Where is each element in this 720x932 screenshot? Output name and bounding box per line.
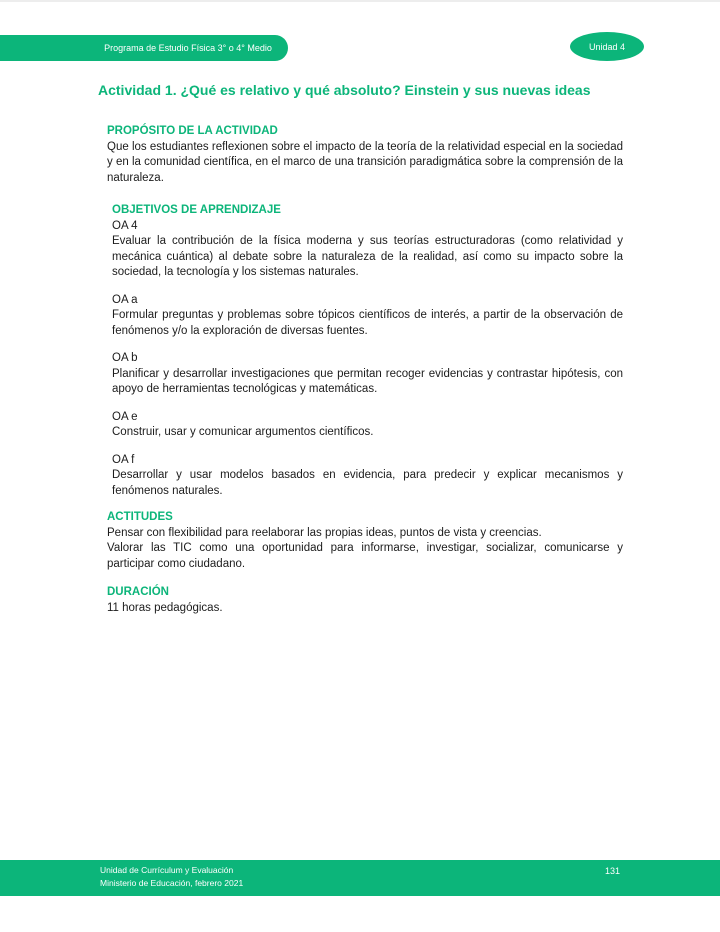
content-column xyxy=(107,124,623,616)
oa-label: OA b xyxy=(112,352,138,364)
section-proposito xyxy=(107,124,623,186)
oa-item xyxy=(112,453,623,500)
oa-text: Planificar y desarrollar investigaciones que permitan recoger evidencias y contrastar hipótesis, con apoyo de herramientas tecnológicas y matemáticas. xyxy=(112,367,623,395)
unit-badge xyxy=(570,32,644,61)
oa-item xyxy=(112,219,623,281)
oa-label: OA 4 xyxy=(112,219,138,232)
footer-institution: Unidad de Currículum y Evaluación xyxy=(100,865,234,875)
footer-bar xyxy=(0,860,720,896)
oa-item xyxy=(112,410,623,441)
oa-text: Construir, usar y comunicar argumentos científicos. xyxy=(112,426,374,438)
oa-item xyxy=(112,351,623,398)
actitudes-heading: ACTITUDES xyxy=(107,511,173,523)
unit-badge-label: Unidad 4 xyxy=(588,41,626,52)
oa-text: Desarrollar y usar modelos basados en evidencia, para predecir y explicar mecanismos y fenómenos naturales. xyxy=(112,469,623,497)
oa-text: Formular preguntas y problemas sobre tópicos científicos de interés, a partir de la observación de fenómenos y/o la exploración de diversas fuentes. xyxy=(112,309,623,337)
oa-label: OA a xyxy=(112,293,138,306)
oa-item xyxy=(112,293,623,340)
footer-ministry: Ministerio de Educación, febrero 2021 xyxy=(100,877,244,888)
actitudes-line: Pensar con flexibilidad para reelaborar las propias ideas, puntos de vista y creencias. xyxy=(107,526,542,539)
proposito-heading: PROPÓSITO DE LA ACTIVIDAD xyxy=(107,125,278,137)
activity-title: Actividad 1. ¿Qué es relativo y qué absoluto? Einstein y sus nuevas ideas xyxy=(98,82,591,98)
oa-label: OA f xyxy=(112,453,135,466)
section-duracion xyxy=(107,585,623,616)
oa-text: Evaluar la contribución de la física moderna y sus teorías estructuradoras (como relatividad y mecánica cuántica) al debate sobre la naturaleza de la realidad, así como su impacto sobre la sociedad, la tecnología y los sistemas naturales. xyxy=(112,235,623,278)
actitudes-line: Valorar las TIC como una oportunidad para informarse, investigar, socializar, comunicarse y participar como ciudadano. xyxy=(107,542,623,570)
objetivos-heading: OBJETIVOS DE APRENDIZAJE xyxy=(112,204,281,216)
footer-credits xyxy=(100,864,243,889)
program-badge xyxy=(0,35,288,61)
proposito-body: Que los estudiantes reflexionen sobre el impacto de la teoría de la relatividad especial en la sociedad y en la comunidad científica, en el marco de una transición paradigmática sobre la comprensión de la naturaleza. xyxy=(107,140,623,184)
oa-label: OA e xyxy=(112,410,138,423)
page-number: 131 xyxy=(605,866,621,876)
duracion-heading: DURACIÓN xyxy=(107,586,169,598)
section-actitudes xyxy=(107,510,623,572)
duracion-body: 11 horas pedagógicas. xyxy=(107,601,223,614)
section-objetivos xyxy=(112,203,623,499)
program-badge-label: Programa de Estudio Física 3° o 4° Medio xyxy=(104,43,272,53)
